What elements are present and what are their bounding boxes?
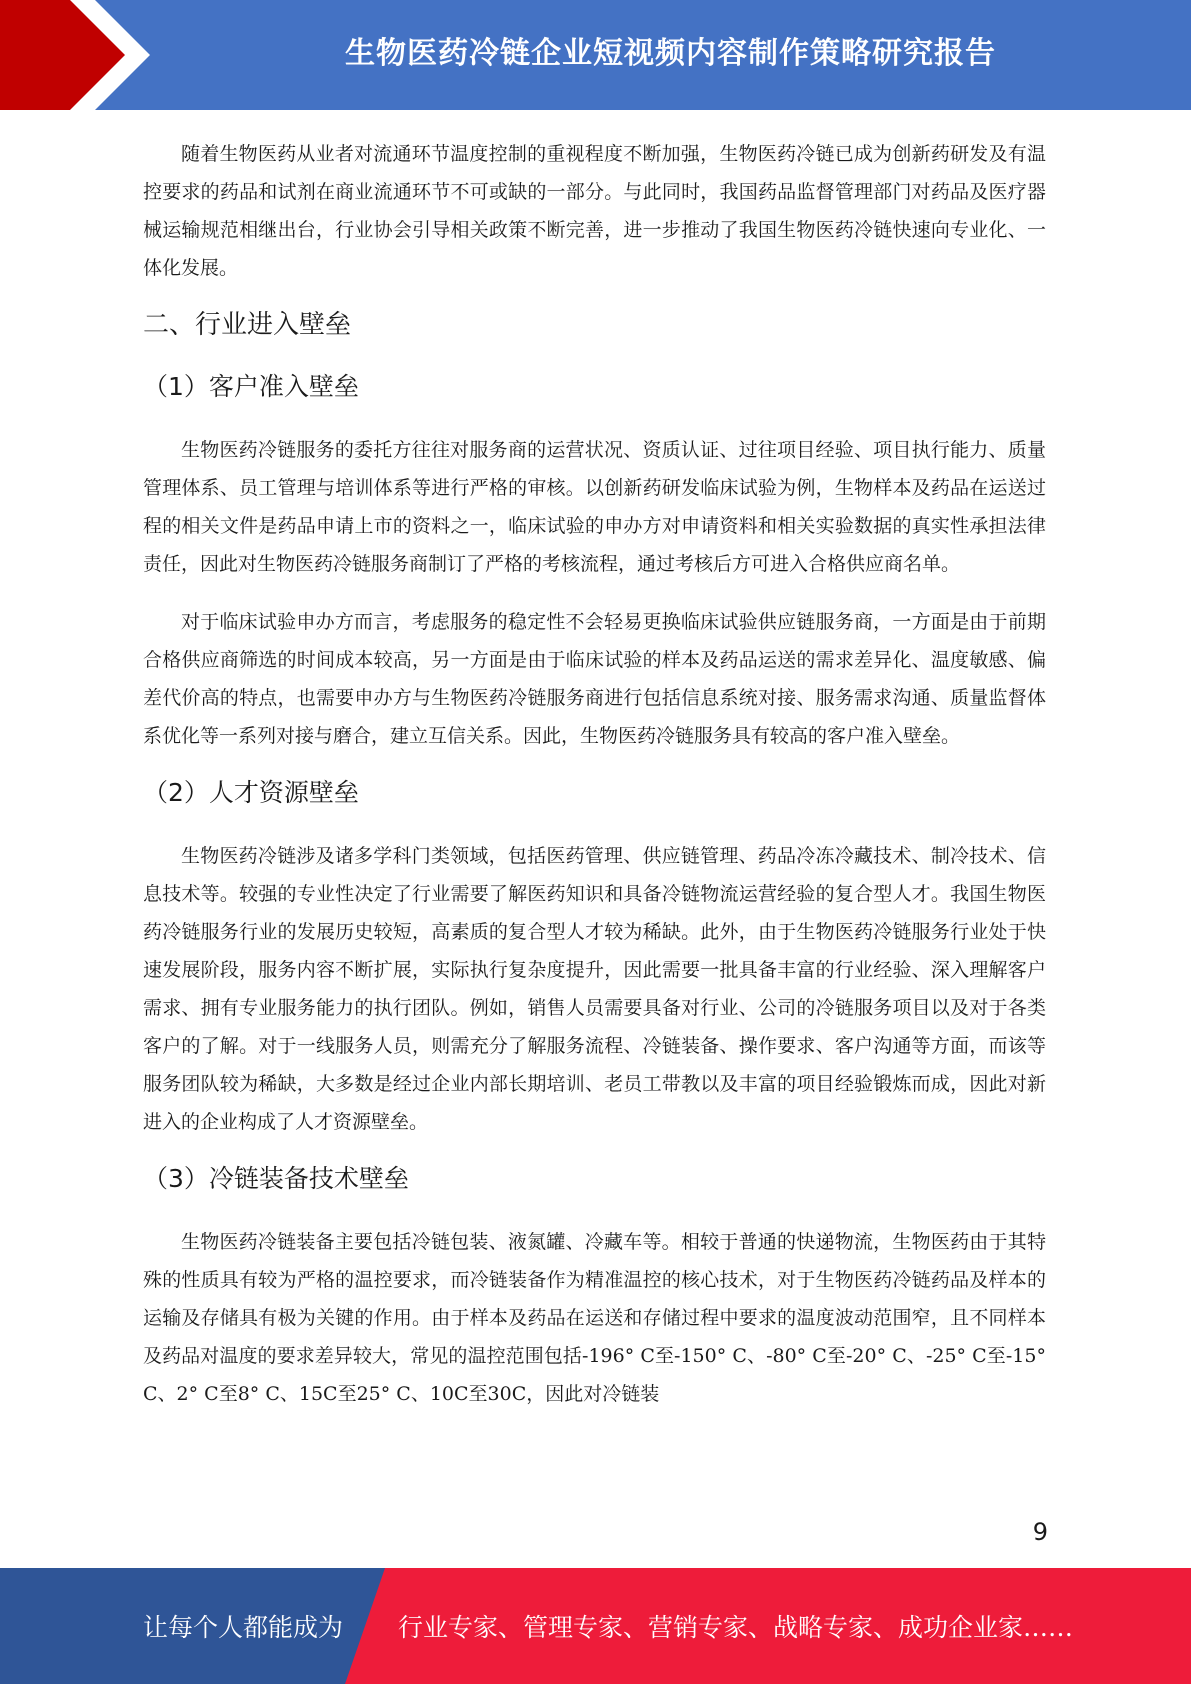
footer-slogan-left: 让每个人都能成为: [143, 1613, 344, 1642]
report-title: 生物医药冷链企业短视频内容制作策略研究报告: [345, 36, 996, 71]
page-number: 9: [1032, 1518, 1048, 1546]
intro-paragraph: 随着生物医药从业者对流通环节温度控制的重视程度不断加强，生物医药冷链已成为创新药研发及有温控要求的药品和试剂在商业流通环节不可或缺的一部分。与此同时，我国药品监督管理部门对药品及医疗器械运输规范相继出台，行业协会引导相关政策不断完善，进一步推动了我国生物医药冷链快速向专业化、一体化发展。: [143, 143, 1046, 279]
page-footer: [0, 1568, 1191, 1684]
subsection-heading-customer: （1）客户准入壁垒: [143, 372, 359, 401]
subsection-heading-equipment: （3）冷链装备技术壁垒: [143, 1164, 409, 1193]
footer-slogan-right: 行业专家、管理专家、营销专家、战略专家、成功企业家……: [398, 1613, 1074, 1642]
page-header: [0, 0, 1191, 110]
chevron-arrow-icon: [0, 0, 160, 110]
subsection-heading-talent: （2）人才资源壁垒: [143, 778, 359, 807]
paragraph: 生物医药冷链装备主要包括冷链包装、液氮罐、冷藏车等。相较于普通的快递物流，生物医药由于其特殊的性质具有较为严格的温控要求，而冷链装备作为精准温控的核心技术，对于生物医药冷链药品及样本的运输及存储具有极为关键的作用。由于样本及药品在运送和存储过程中要求的温度波动范围窄，且不同样本及药品对温度的要求差异较大，常见的温控范围包括-196° C至-150° C、-80° C至-20° C、-25° C至-15° C、2° C至8° C、15C至25° C、10C至30C，因此对冷链装: [143, 1231, 1046, 1405]
document-body: [143, 135, 1046, 1433]
paragraph: 对于临床试验申办方而言，考虑服务的稳定性不会轻易更换临床试验供应链服务商，一方面是由于前期合格供应商筛选的时间成本较高，另一方面是由于临床试验的样本及药品运送的需求差异化、温度敏感、偏差代价高的特点，也需要申办方与生物医药冷链服务商进行包括信息系统对接、服务需求沟通、质量监督体系优化等一系列对接与磨合，建立互信关系。因此，生物医药冷链服务具有较高的客户准入壁垒。: [143, 611, 1046, 747]
section-heading: 二、行业进入壁垒: [143, 310, 352, 340]
paragraph: 生物医药冷链涉及诸多学科门类领域，包括医药管理、供应链管理、药品冷冻冷藏技术、制冷技术、信息技术等。较强的专业性决定了行业需要了解医药知识和具备冷链物流运营经验的复合型人才。我国生物医药冷链服务行业的发展历史较短，高素质的复合型人才较为稀缺。此外，由于生物医药冷链服务行业处于快速发展阶段，服务内容不断扩展，实际执行复杂度提升，因此需要一批具备丰富的行业经验、深入理解客户需求、拥有专业服务能力的执行团队。例如，销售人员需要具备对行业、公司的冷链服务项目以及对于各类客户的了解。对于一线服务人员，则需充分了解服务流程、冷链装备、操作要求、客户沟通等方面，而该等服务团队较为稀缺，大多数是经过企业内部长期培训、老员工带教以及丰富的项目经验锻炼而成，因此对新进入的企业构成了人才资源壁垒。: [143, 845, 1046, 1133]
paragraph: 生物医药冷链服务的委托方往往对服务商的运营状况、资质认证、过往项目经验、项目执行能力、质量管理体系、员工管理与培训体系等进行严格的审核。以创新药研发临床试验为例，生物样本及药品在运送过程的相关文件是药品申请上市的资料之一，临床试验的申办方对申请资料和相关实验数据的真实性承担法律责任，因此对生物医药冷链服务商制订了严格的考核流程，通过考核后方可进入合格供应商名单。: [143, 439, 1046, 575]
